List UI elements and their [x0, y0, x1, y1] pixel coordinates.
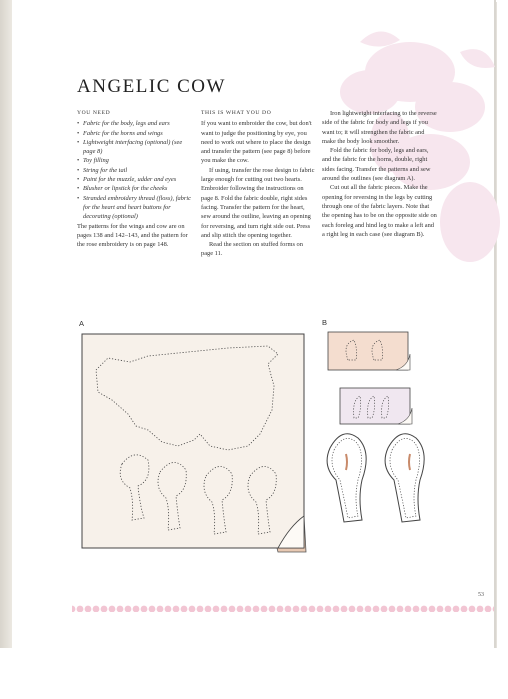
instructions-heading: THIS IS WHAT YOU DO [201, 110, 272, 116]
paragraph: Iron lightweight interfacing to the reverse side of the fabric for body and legs if you want to; it will strengthen the fabric and make the body look smoother. [322, 110, 437, 145]
fabric-sheet [82, 334, 304, 548]
list-item: • String for the tail [77, 166, 195, 175]
page-number: 53 [478, 592, 484, 598]
list-item: • Toy filling [77, 156, 195, 165]
instructions-column [201, 109, 316, 259]
list-item: • Paint for the muzzle, udder and eyes [77, 175, 195, 184]
you-need-heading: YOU NEED [77, 110, 111, 116]
diagram-a [78, 330, 310, 556]
list-item: • Blusher or lipstick for the cheeks [77, 184, 195, 193]
list-item: • Fabric for the body, legs and ears [77, 119, 195, 128]
paragraph: Fold the fabric for body, legs and ears, and the fabric for the horns, double, right sides facing. Transfer the patterns and sew around the outlines (see diagram A). [322, 147, 431, 183]
leg-opening [346, 454, 347, 470]
leg-opening [409, 454, 410, 470]
list-item: • Stranded embroidery thread (floss), fabric for the heart and heart buttons for decorating (optional) [77, 194, 195, 222]
paragraph: Read the section on stuffed forms on page 11. [201, 241, 303, 258]
pattern-note: The patterns for the wings and cow are on pages 138 and 142–143, and the pattern for the rose embroidery is on page 148. [77, 222, 188, 249]
list-item: • Fabric for the horns and wings [77, 129, 195, 138]
materials-list [77, 119, 195, 221]
scallop-border [12, 604, 494, 612]
paragraph: If you want to embroider the cow, but don't want to judge the positioning by eye, you need to work out where to place the design and transfer the pattern (see page 8) before you make the cow. [201, 120, 312, 165]
instructions-column-continued [322, 109, 437, 239]
ear-fabric-piece [340, 388, 412, 424]
diagram-b-label: B [322, 318, 328, 327]
paragraph: If using, transfer the rose design to fabric large enough for cutting out two hearts. Embroider following the instructions on page 8. Fold the fabric double, right sides facing. Transfer the pattern for the heart, sew around the outline, leaving an opening for reversing, and turn right side out. Press and slip stitch the opening together. [201, 166, 315, 239]
list-item: • Lightweight interfacing (optional) (see page 8) [77, 138, 195, 157]
leg-piece-right [385, 434, 424, 522]
scan-shadow-left [0, 0, 12, 699]
diagram-a-label: A [79, 319, 85, 328]
scan-background-bottom [0, 648, 508, 699]
you-need-column [77, 109, 195, 249]
horn-fabric-piece [328, 332, 410, 370]
page-title: ANGELIC COW [77, 76, 226, 97]
paragraph: Cut out all the fabric pieces. Make the opening for reversing in the legs by cutting through one of the fabric layers. Note that the opening has to be on the opposite side on each foreleg and hind leg to make a left and a right leg in each case (see diagram B). [322, 184, 437, 238]
leg-piece-left [327, 434, 366, 522]
diagram-b [318, 330, 443, 530]
